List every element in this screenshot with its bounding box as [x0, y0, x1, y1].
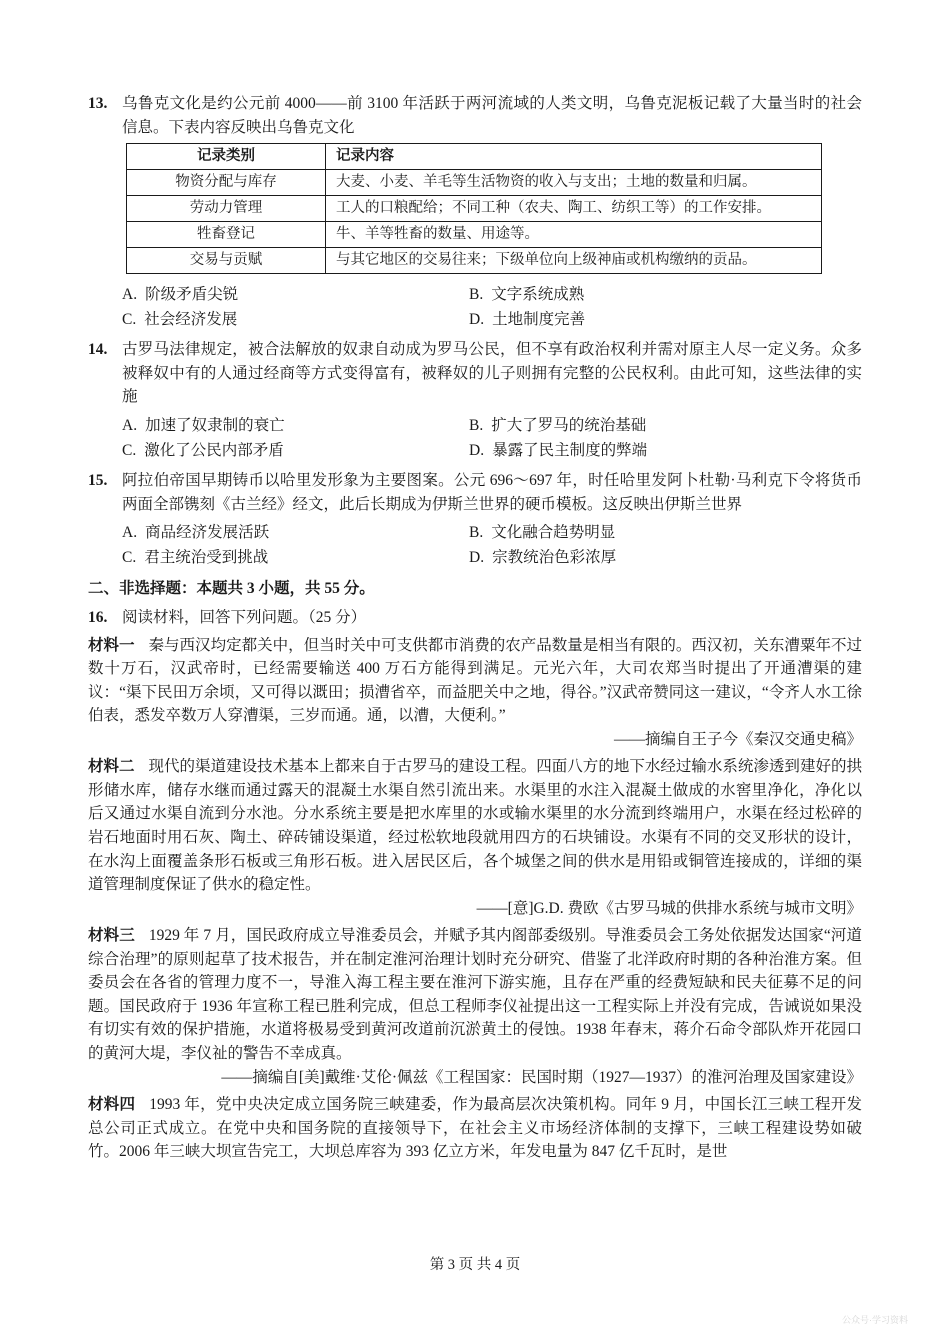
option-text: 文字系统成熟 [491, 286, 585, 304]
material-2-label: 材料二 [88, 758, 135, 776]
material-1-label: 材料一 [88, 636, 135, 654]
material-3-source: ——摘编自[美]戴维·艾伦·佩兹《工程国家：民国时期（1927—1937）的淮河治理及国家建设》 [221, 1068, 862, 1086]
option-label: A. [122, 286, 138, 304]
q14-option-d [469, 438, 809, 463]
table-cell-content: 牛、羊等牲畜的数量、用途等。 [326, 222, 822, 248]
table-header-category: 记录类别 [127, 144, 326, 170]
material-3-paragraph [88, 924, 862, 1065]
option-text: 文化融合趋势明显 [491, 524, 616, 542]
material-4-paragraph [88, 1093, 862, 1164]
option-text: 激化了公民内部矛盾 [144, 442, 284, 460]
material-1-paragraph [88, 634, 862, 728]
table-cell-category: 劳动力管理 [127, 196, 326, 222]
question-15 [88, 469, 862, 516]
q14-option-b [469, 413, 809, 438]
question-15-stem: 阿拉伯帝国早期铸币以哈里发形象为主要图案。公元 696～697 年，时任哈里发阿卜杜勒·马利克下令将货币两面全部镌刻《古兰经》经文，此后长期成为伊斯兰世界的硬币模板。这反映出伊斯兰世界 [122, 472, 862, 513]
table-header-row [127, 144, 822, 170]
watermark: 公众号·学习资料 [842, 1315, 908, 1326]
table-row [127, 196, 822, 222]
option-label: C. [122, 549, 137, 567]
q14-option-c [122, 438, 469, 463]
option-label: D. [469, 311, 485, 329]
q15-option-a [122, 520, 469, 545]
material-4-label: 材料四 [88, 1096, 136, 1114]
option-label: D. [469, 442, 485, 460]
material-3-body: 1929 年 7 月，国民政府成立导淮委员会，并赋予其内阁部委级别。导淮委员会工务处依据发达国家“河道综合治理”的原则起草了技术报告，并在制定淮河治理计划时充分研究、借鉴了北洋政府时期的各种治淮方案。但委员会在各省的管理力度不一，导淮入海工程主要在淮河下游实施，且存在严重的经费短缺和民夫征募不足的问题。国民政府于 1936 年宣称工程已胜利完成，但总工程师李仪祉提出这一工程实际上并没有完成，告诫说如果没有切实有效的保护措施，水道将极易受到黄河改道前沉淤黄土的侵蚀。1938 年春末，蒋介石命令部队炸开花园口的黄河大堤，李仪祉的警告不幸成真。 [88, 927, 862, 1062]
q14-options [88, 413, 862, 463]
q13-option-c [122, 307, 469, 332]
option-text: 商品经济发展活跃 [145, 524, 270, 542]
table-cell-category: 牲畜登记 [127, 222, 326, 248]
q13-options [88, 282, 862, 332]
material-1-body: 秦与西汉均定都关中，但当时关中可支供都市消费的农产品数量是相当有限的。西汉初，关东漕粟年不过数十万石，汉武帝时，已经需要输送 400 万石方能得到满足。元光六年，大司农郑当时提出了开通漕渠的建议：“渠下民田万余顷，又可得以溉田；损漕省卒，而益肥关中之地，得谷。”汉武帝赞同这一建议，“令齐人水工徐伯表，悉发卒数万人穿漕渠，三岁而通。通，以漕，大便利。” [88, 636, 862, 725]
option-text: 君主统治受到挑战 [144, 549, 269, 567]
option-text: 土地制度完善 [492, 311, 586, 329]
page-footer: 第 3 页 共 4 页 [429, 1256, 521, 1273]
table-row [127, 170, 822, 196]
option-label: B. [469, 286, 484, 304]
table-cell-content: 与其它地区的交易往来；下级单位向上级神庙或机构缴纳的贡品。 [326, 248, 822, 274]
q13-option-d [469, 307, 809, 332]
material-1 [88, 634, 862, 752]
q13-option-b [469, 282, 809, 307]
option-text: 社会经济发展 [144, 311, 238, 329]
material-1-source: ——摘编自王子今《秦汉交通史稿》 [613, 730, 862, 748]
question-13 [88, 92, 862, 139]
option-label: D. [469, 549, 485, 567]
question-16-stem: 阅读材料，回答下列问题。（25 分） [122, 609, 367, 627]
table-row [127, 248, 822, 274]
material-2 [88, 755, 862, 920]
table-row [127, 222, 822, 248]
q15-option-c [122, 545, 469, 570]
section-2-heading: 二、非选择题：本题共 3 小题，共 55 分。 [88, 579, 375, 597]
table-cell-content: 大麦、小麦、羊毛等生活物资的收入与支出；土地的数量和归属。 [326, 170, 822, 196]
question-14 [88, 338, 862, 409]
option-label: A. [122, 417, 138, 435]
q13-table [126, 143, 822, 274]
q15-option-b [469, 520, 809, 545]
question-16 [88, 606, 862, 630]
table-cell-content: 工人的口粮配给；不同工种（农夫、陶工、纺织工等）的工作安排。 [326, 196, 822, 222]
material-3-label: 材料三 [88, 927, 135, 945]
option-label: B. [469, 524, 484, 542]
question-15-number: 15. [88, 472, 108, 490]
option-text: 阶级矛盾尖锐 [145, 286, 239, 304]
question-14-number: 14. [88, 341, 108, 359]
option-text: 宗教统治色彩浓厚 [492, 549, 617, 567]
material-2-paragraph [88, 755, 862, 896]
option-text: 加速了奴隶制的衰亡 [145, 417, 285, 435]
material-4-body: 1993 年，党中央决定成立国务院三峡建委，作为最高层次决策机构。同年 9 月，中国长江三峡工程开发总公司正式成立。在党中央和国务院的直接领导下，在社会主义市场经济体制的支撑下，三峡工程建设势如破竹。2006 年三峡大坝宣告完工，大坝总库容为 393 亿立方米，年发电量为 847 亿千瓦时，是世 [88, 1096, 862, 1161]
table-cell-category: 物资分配与库存 [127, 170, 326, 196]
q14-option-a [122, 413, 469, 438]
question-13-stem: 乌鲁克文化是约公元前 4000——前 3100 年活跃于两河流域的人类文明，乌鲁克泥板记载了大量当时的社会信息。下表内容反映出乌鲁克文化 [122, 95, 862, 136]
question-14-stem: 古罗马法律规定，被合法解放的奴隶自动成为罗马公民，但不享有政治权利并需对原主人尽一定义务。众多被释奴中有的人通过经商等方式变得富有，被释奴的儿子则拥有完整的公民权利。由此可知，这些法律的实施 [122, 341, 862, 406]
q15-options [88, 520, 862, 570]
question-16-number: 16. [88, 609, 108, 627]
material-2-body: 现代的渠道建设技术基本上都来自于古罗马的建设工程。四面八方的地下水经过输水系统渗透到建好的拱形储水库，储存水继而通过露天的混凝土水渠自然引流出来。水渠里的水注入混凝土做成的水窖里净化，净化以后又通过水渠自流到分水池。分水系统主要是把水库里的水或输水渠里的水分流到终端用户，水渠在经过松碎的岩石地面时用石灰、陶土、碎砖铺设渠道，经过松软地段就用四方的石块铺设。水渠有不同的交叉形状的设计，在水沟上面覆盖条形石板或三角形石板。进入居民区后，各个城堡之间的供水是用铅或铜管连接成的，详细的渠道管理制度保证了供水的稳定性。 [88, 758, 862, 894]
material-2-source: ——[意]G.D. 费欧《古罗马城的供排水系统与城市文明》 [476, 899, 862, 917]
q13-option-a [122, 282, 469, 307]
q15-option-d [469, 545, 809, 570]
table-cell-category: 交易与贡赋 [127, 248, 326, 274]
question-13-number: 13. [88, 95, 108, 112]
option-label: B. [469, 417, 484, 435]
option-label: C. [122, 311, 137, 329]
option-text: 扩大了罗马的统治基础 [491, 417, 647, 435]
table-header-content: 记录内容 [326, 144, 822, 170]
material-3 [88, 924, 862, 1089]
option-label: A. [122, 524, 138, 542]
option-label: C. [122, 442, 137, 460]
material-4 [88, 1093, 862, 1164]
option-text: 暴露了民主制度的弊端 [492, 442, 648, 460]
